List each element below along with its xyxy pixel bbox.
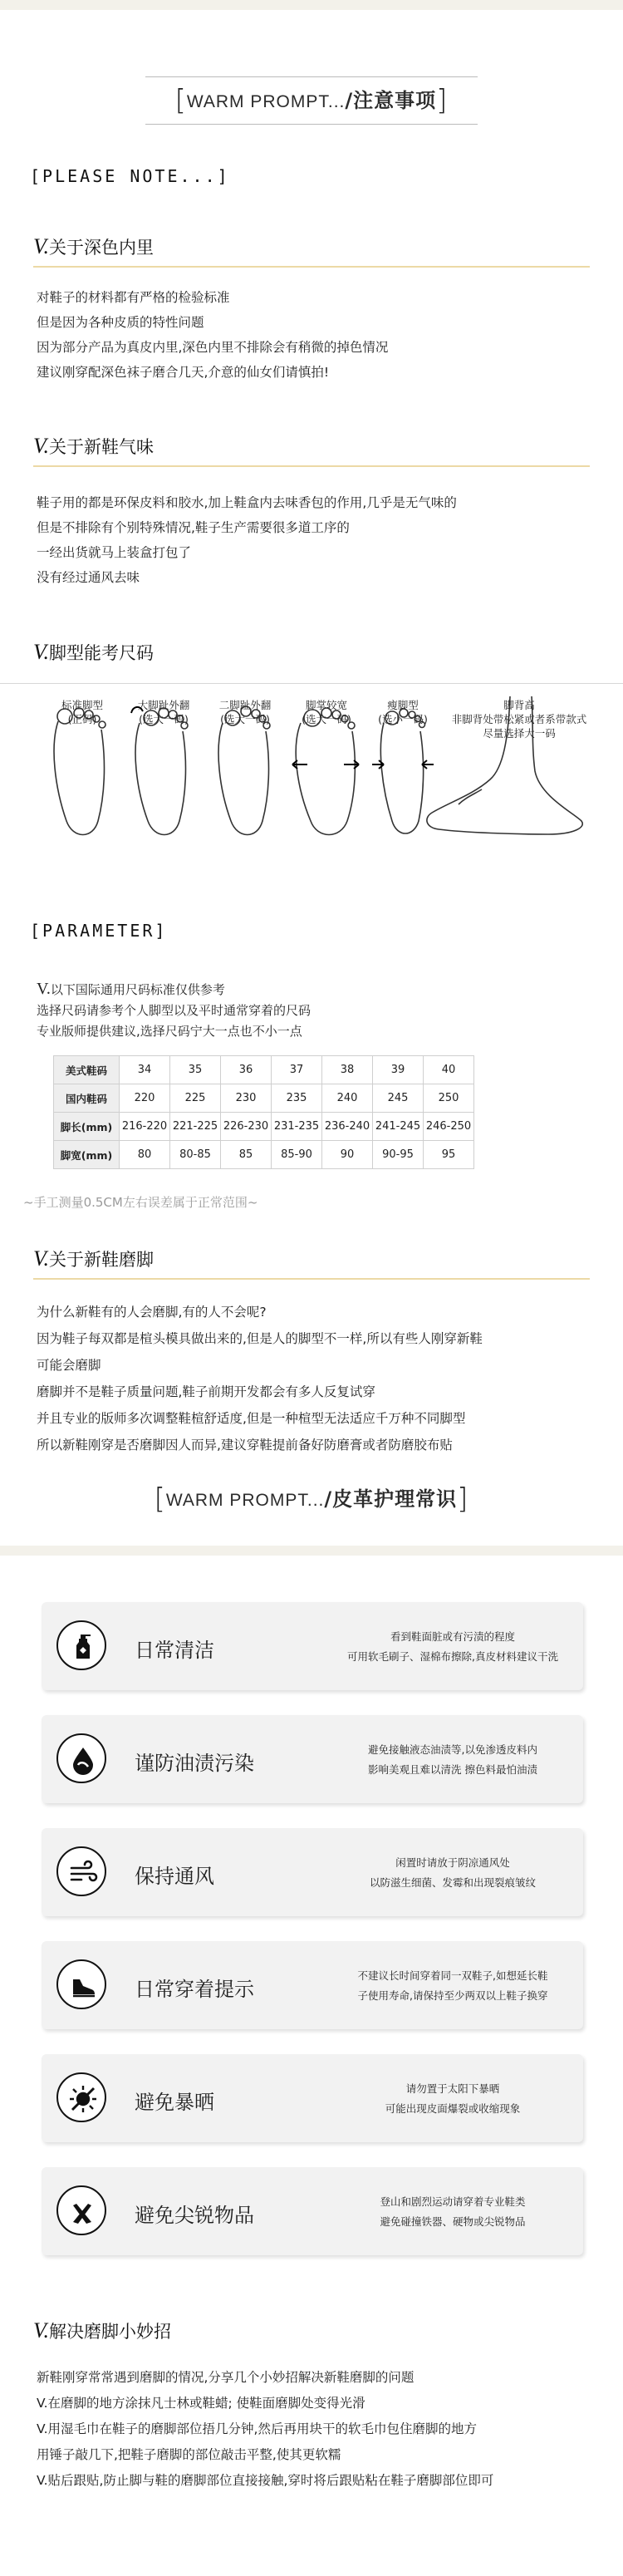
care-card-daily-cleaning [42, 1602, 583, 1690]
care-name: 日常穿着提示 [135, 1978, 254, 2001]
no-sun-icon [56, 2072, 106, 2122]
care-desc: 避免接触液态油渍等,以免渗透皮料内 影响美观且难以清洗 擦色料最怕油渍 [368, 1743, 537, 1776]
spray-bottle-icon [56, 1620, 106, 1670]
leather-care-header: [WARM PROMPT.../皮革护理常识] [154, 1482, 469, 1516]
foot-caption-wide: 脚掌较宽 (选大一码) [302, 699, 351, 725]
top-band [0, 0, 623, 10]
shoe-icon [56, 1959, 106, 2009]
section-rubbing-tips-text: 新鞋刚穿常常遇到磨脚的情况,分享几个小妙招解决新鞋磨脚的问题 V.在磨脚的地方涂抹凡士林或鞋蜡; 使鞋面磨脚处变得光滑 V.用湿毛巾在鞋子的磨脚部位捂几分钟,然后再用块干的软毛巾包住磨脚的地方 用锤子敲几下,把鞋子磨脚的部位敲击平整,使其更软糯 V.贴后跟贴,防止脚与鞋的磨脚部位直接接触,穿时将后跟贴粘在鞋子磨脚部位即可 [37, 2370, 494, 2488]
section-new-shoe-smell-title: V.关于新鞋气味 [33, 434, 155, 458]
care-name: 谨防油渍污染 [135, 1752, 254, 1775]
table-row: 美式鞋码 34 35 36 37 38 39 40 [54, 1056, 474, 1084]
care-card-oil-stains [42, 1715, 583, 1803]
section-new-shoe-rubbing-text: 为什么新鞋有的人会磨脚,有的人不会呢? 因为鞋子每双都是楦头模具做出来的,但是人的脚型不一样,所以有些人刚穿新鞋 可能会磨脚 磨脚并不是鞋子质量问题,鞋子前期开发都会有多人反复试穿 并且专业的版师多次调整鞋楦舒适度,但是一种楦型无法适应千万种不同脚型 所以新鞋刚穿是否磨脚因人而异,建议穿鞋提前备好防磨膏或者防磨胶布贴 [37, 1305, 483, 1453]
care-desc: 请勿置于太阳下暴晒 可能出现皮面爆裂或收缩现象 [385, 2082, 521, 2115]
foot-caption-bunion: 大脚趾外翻 (选大一码) [137, 699, 190, 725]
wind-icon [56, 1846, 106, 1896]
measure-note: ~手工测量0.5CM左右误差属于正常范围~ [23, 1195, 258, 1210]
section-dark-lining-title: V.关于深色内里 [33, 234, 155, 258]
divider [33, 1278, 590, 1280]
care-name: 避免暴晒 [135, 2091, 214, 2114]
table-row: 脚宽(mm) 80 80-85 85 85-90 90 90-95 95 [54, 1141, 474, 1169]
oil-drop-icon [56, 1733, 106, 1783]
care-name: 日常清洁 [135, 1639, 214, 1662]
divider [33, 465, 590, 467]
table-row: 脚长(mm) 216-220 221-225 226-230 231-235 236-240 241-245 246-250 [54, 1113, 474, 1141]
foot-caption-second-toe: 二脚趾外翻 (选大一码) [218, 699, 272, 725]
care-band [0, 1546, 623, 1556]
care-card-daily-wear [42, 1941, 583, 2029]
warm-prompt-header: [WARM PROMPT.../注意事项] [145, 76, 478, 125]
parameter-title: [PARAMETER] [30, 921, 168, 941]
divider [33, 266, 590, 268]
foot-caption-standard: 标准脚型 (正码) [61, 699, 103, 725]
care-desc: 不建议长时间穿着同一双鞋子,如想延长鞋 子使用寿命,请保持至少两双以上鞋子换穿 [357, 1969, 548, 2002]
care-desc: 看到鞋面脏或有污渍的程度 可用软毛刷子、湿棉布擦除,真皮材料建议干洗 [347, 1630, 558, 1663]
care-card-avoid-sun [42, 2054, 583, 2142]
table-row: 国内鞋码 220 225 230 235 240 245 250 [54, 1084, 474, 1113]
care-desc: 登山和剧烈运动请穿着专业鞋类 避免碰撞铁器、硬物或尖锐物品 [380, 2195, 526, 2228]
no-knife-icon [56, 2185, 106, 2235]
foot-caption-thin: 瘦脚型 (选小一码) [378, 699, 428, 725]
section-dark-lining-text: 对鞋子的材料都有严格的检验标准 但是因为各种皮质的特性问题 因为部分产品为真皮内里,深色内里不排除会有稍微的掉色情况 建议刚穿配深色袜子磨合几天,介意的仙女们请慎拍! [37, 290, 389, 380]
care-card-ventilation [42, 1828, 583, 1916]
section-rubbing-tips-title: V.解决磨脚小妙招 [33, 2318, 172, 2342]
section-foot-shape-title: V.脚型能考尺码 [33, 640, 155, 664]
section-new-shoe-smell-text: 鞋子用的都是环保皮料和胶水,加上鞋盒内去味香包的作用,几乎是无气味的 但是不排除有个别特殊情况,鞋子生产需要很多道工序的 一经出货就马上装盒打包了 没有经过通风去味 [37, 495, 457, 585]
care-name: 避免尖锐物品 [135, 2204, 254, 2227]
care-card-avoid-sharp [42, 2167, 583, 2255]
foot-caption-high-instep: 脚背高 非脚背处带松紧或者系带款式 尽量选择大一码 [451, 699, 587, 740]
size-table [53, 1055, 474, 1169]
parameter-intro: V.以下国际通用尺码标准仅供参考 选择尺码请参考个人脚型以及平时通常穿着的尺码 专业版师提供建议,选择尺码宁大一点也不小一点 [37, 980, 312, 1039]
care-desc: 闲置时请放于阴凉通风处 以防滋生细菌、发霉和出现裂痕皱纹 [369, 1856, 536, 1889]
care-name: 保持通风 [135, 1865, 214, 1888]
please-note-title: [PLEASE NOTE...] [30, 166, 230, 186]
divider [0, 683, 623, 684]
section-new-shoe-rubbing-title: V.关于新鞋磨脚 [33, 1246, 155, 1271]
